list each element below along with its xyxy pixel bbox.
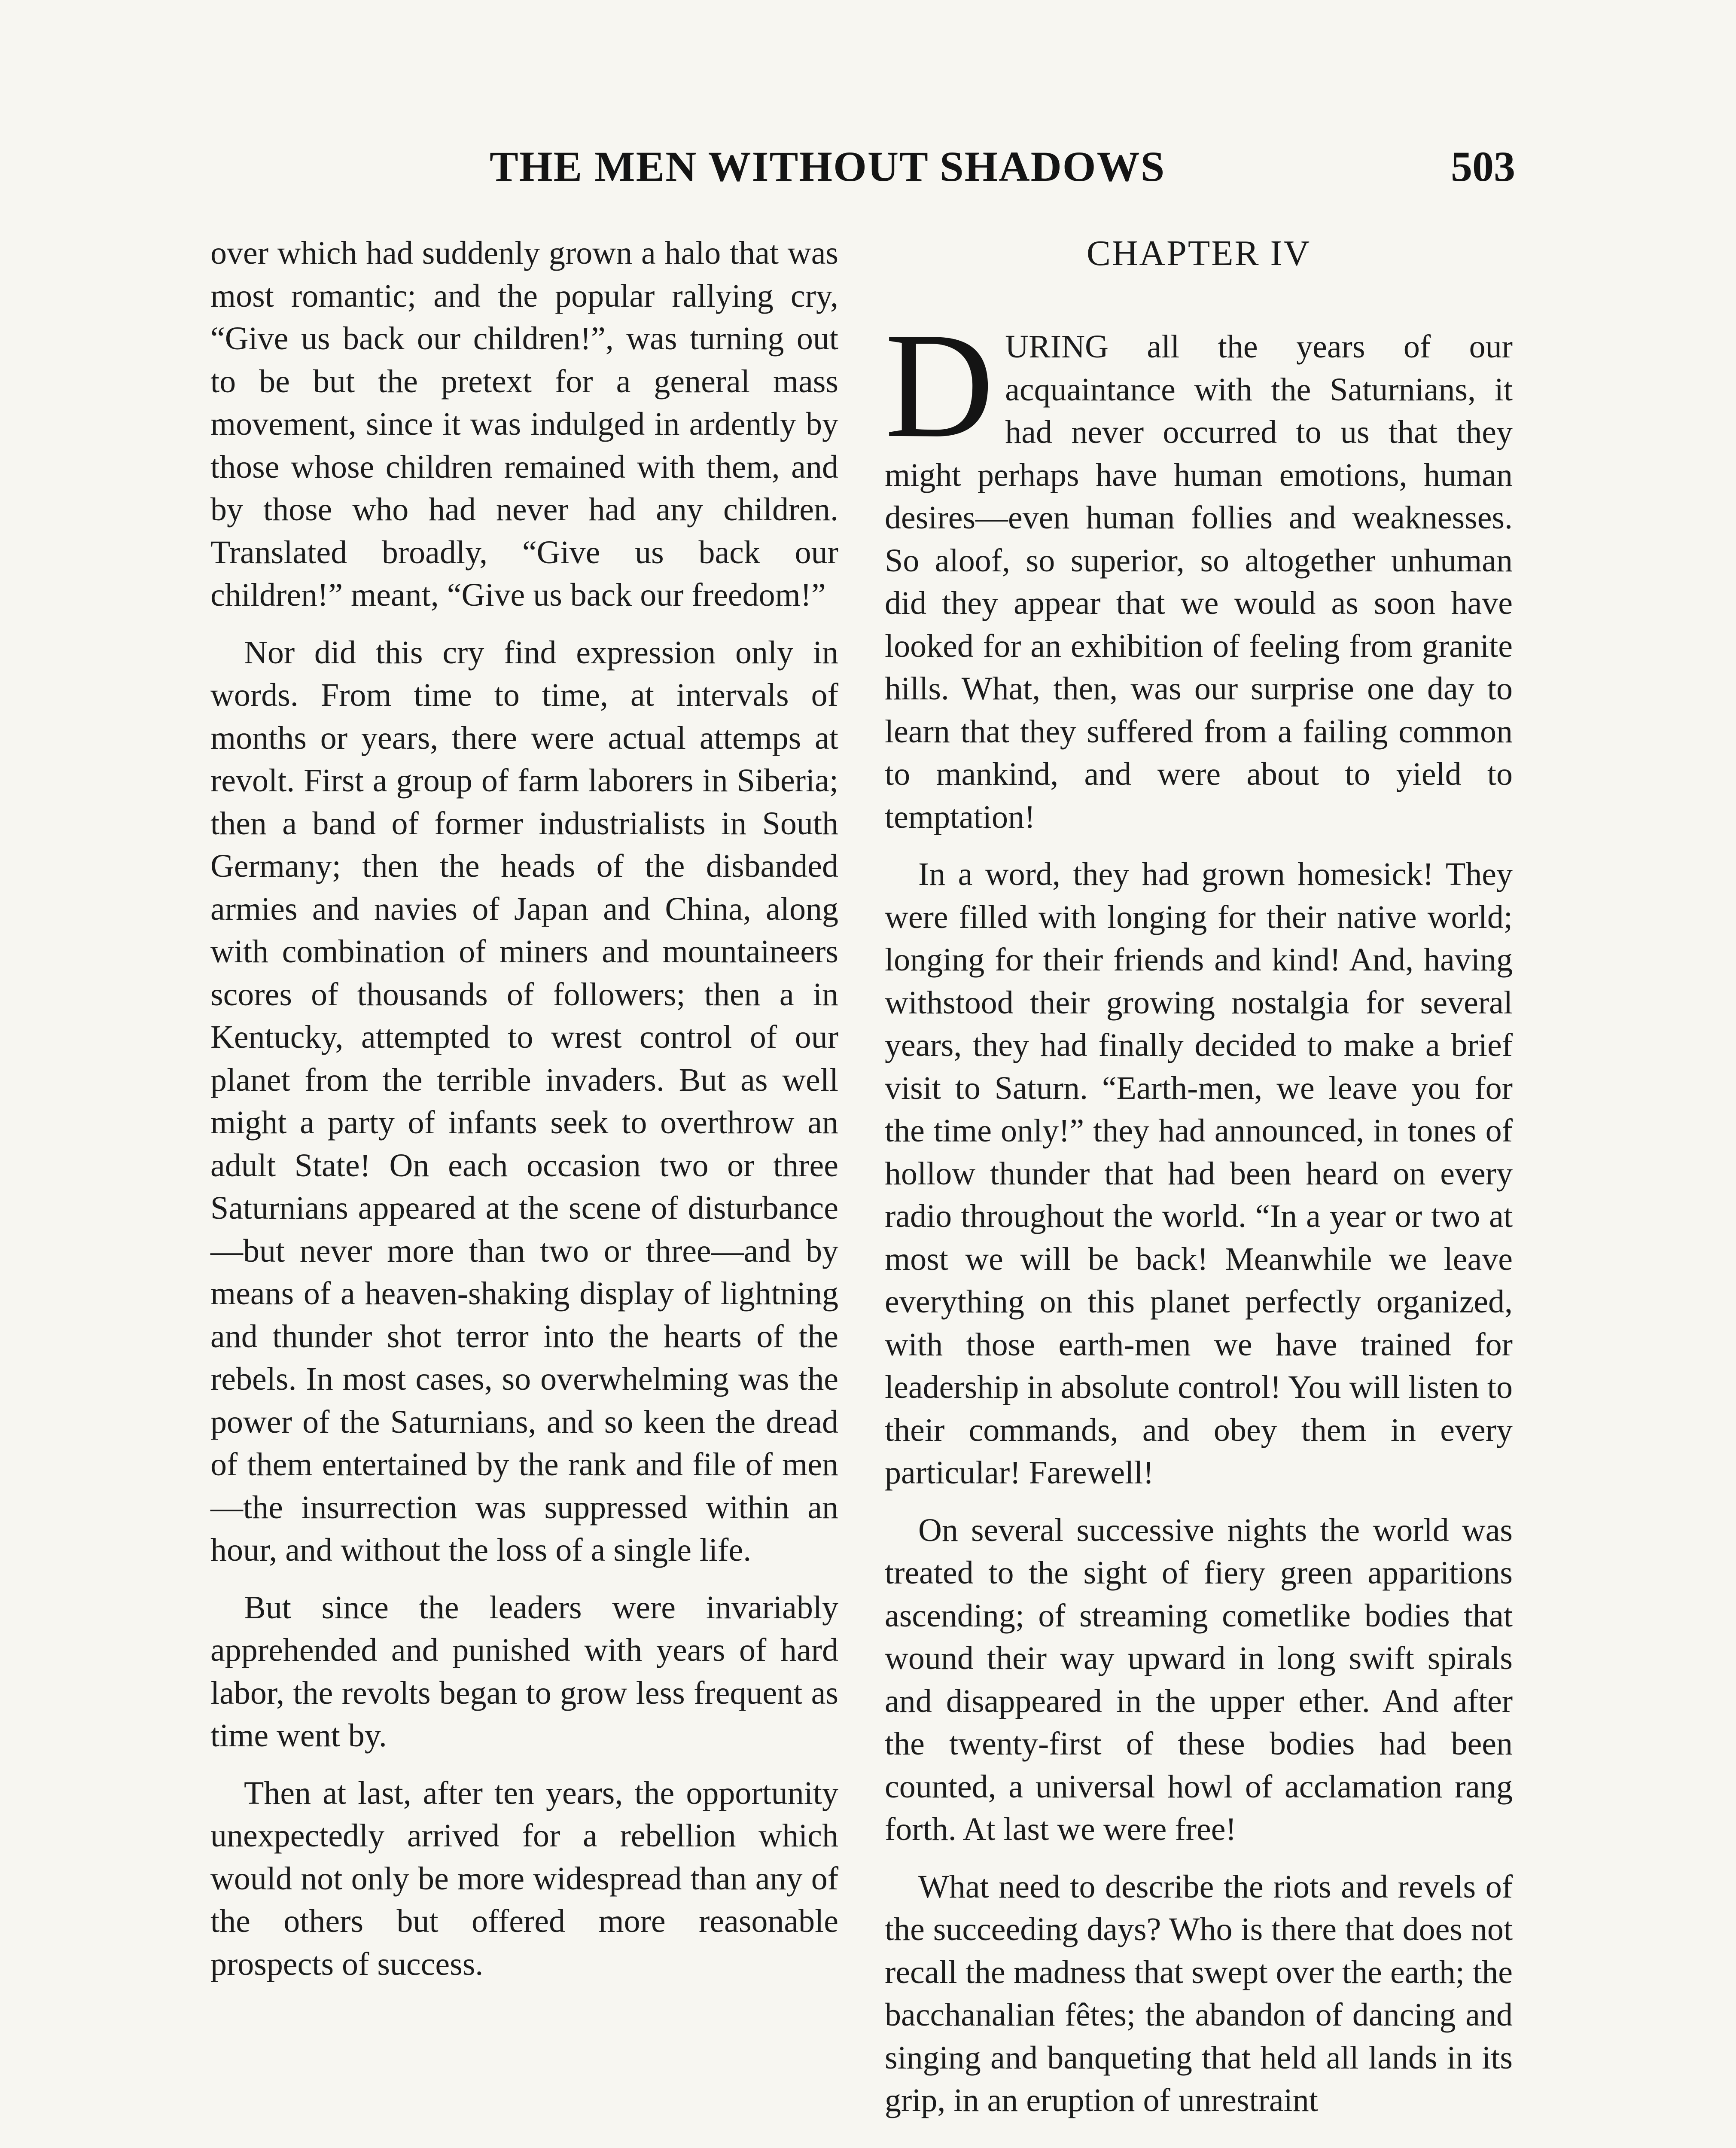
chapter-heading: CHAPTER IV (1086, 233, 1311, 273)
left-column (210, 232, 838, 2000)
paragraph: Then at last, after ten years, the opportunity unexpectedly arrived for a rebellion which would not only be more widespread than any of the others but offered more reasonable prospects of success. (210, 1775, 838, 1982)
paragraph: What need to describe the riots and revels of the succeeding days? Who is there that does not recall the madness that swept over the earth; the bacchanalian fêtes; the abandon of dancing and singing and banqueting that held all lands in its grip, in an eruption of unrestraint (885, 1868, 1513, 2118)
paragraph: Nor did this cry find expression only in words. From time to time, at intervals of months or years, there were actual attemps at revolt. First a group of farm laborers in Siberia; then a band of former industrialists in South Germany; then the heads of the disbanded armies and navies of Japan and China, along with combination of miners and mountaineers scores of thousands of followers; then a in Kentucky, attempted to wrest control of our planet from the terrible invaders. But as well might a party of infants seek to overthrow an adult State! On each occasion two or three Saturnians appeared at the scene of disturbance—but never more than two or three—and by means of a heaven-shaking display of lightning and thunder shot terror into the hearts of the rebels. In most cases, so overwhelming was the power of the Saturnians, and so keen the dread of them entertained by the rank and file of men —the insurrection was suppressed within an hour, and without the loss of a single life. (210, 634, 838, 1568)
page-number: 503 (1451, 143, 1515, 190)
right-column (885, 232, 1513, 2137)
paragraph: But since the leaders were invariably apprehended and punished with years of hard labor, the revolts began to grow less frequent as time went by. (210, 1589, 838, 1754)
paragraph: On several successive nights the world was treated to the sight of fiery green apparitions ascending; of streaming cometlike bodies that wound their way upward in long swift spirals and disappeared in the upper ether. And after the twenty-first of these bodies had been counted, a universal howl of acclamation rang forth. At last we were free! (885, 1512, 1513, 1847)
chapter-opening-paragraph (885, 302, 1513, 839)
opening-text: URING all the years of our acquaintance with the Saturnians, it had never occurred to us that they might perhaps have human emotions, human desires—even human follies and weaknesses. So aloof, so superior, so altogether unhuman did they appear that we would as soon have looked for an exhibition of feeling from granite hills. What, then, was our surprise one day to learn that they suffered from a failing common to mankind, and were about to yield to temptation! (885, 329, 1513, 835)
running-title: THE MEN WITHOUT SHADOWS (490, 143, 1166, 190)
paragraph: In a word, they had grown homesick! They were filled with longing for their native world; longing for their friends and kind! And, having withstood their growing nostalgia for several years, they had finally decided to make a brief visit to Saturn. “Earth-men, we leave you for the time only!” they had announced, in tones of hollow thunder that had been heard on every radio throughout the world. “In a year or two at most we will be back! Meanwhile we leave everything on this planet perfectly organized, with those earth-men we have trained for leadership in absolute control! You will listen to their commands, and obey them in every particular! Farewell! (885, 856, 1513, 1491)
paragraph-continued: over which had suddenly grown a halo that was most romantic; and the popular rallying cry, “Give us back our children!”, was turning out to be but the pretext for a general mass movement, since it was indulged in ardently by those whose children remained with them, and by those who had never had any children. Translated broadly, “Give us back our children!” meant, “Give us back our freedom!” (210, 235, 838, 613)
drop-cap: D (885, 302, 994, 469)
